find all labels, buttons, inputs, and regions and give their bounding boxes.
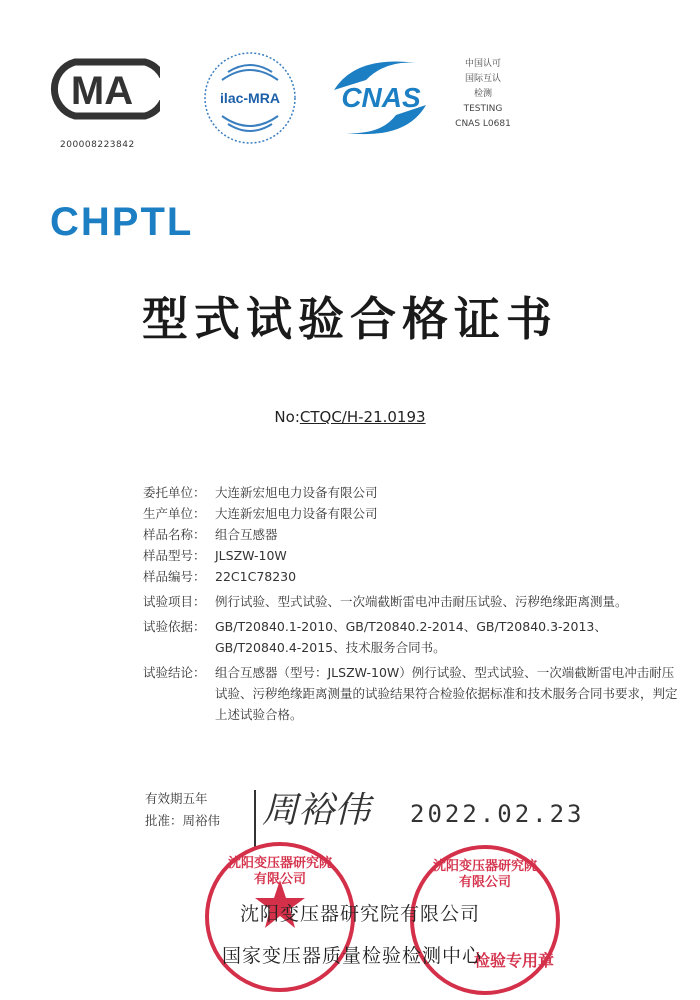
cnas-logo bbox=[326, 55, 436, 144]
field-value: 大连新宏旭电力设备有限公司 bbox=[215, 485, 378, 500]
field-row bbox=[143, 566, 693, 587]
field-label: 生产单位： bbox=[143, 506, 206, 521]
stamp-text: 检验专用章 bbox=[474, 951, 555, 970]
field-value: 例行试验、型式试验、一次端截断雷电冲击耐压试验、污秽绝缘距离测量。 bbox=[215, 594, 628, 609]
brand-logo: CHPTL bbox=[50, 200, 194, 244]
cert-number-value: CTQC/H-21.0193 bbox=[299, 408, 426, 426]
certificate-fields bbox=[143, 482, 693, 725]
approver-name: 周裕伟 bbox=[182, 813, 221, 828]
cnas-accreditation-text bbox=[448, 57, 518, 132]
field-value: 组合互感器（型号：JLSZW-10W）例行试验、型式试验、一次端截断雷电冲击耐压试验、污秽绝缘距离测量的试验结果符合检验依据标准和技术服务合同书要求，判定上述试验合格。 bbox=[215, 665, 678, 722]
field-value: JLSZW-10W bbox=[215, 548, 287, 563]
field-row bbox=[143, 591, 693, 612]
signature-stroke bbox=[254, 790, 256, 850]
issuer-company: 沈阳变压器研究院有限公司 bbox=[240, 903, 481, 925]
field-value: 大连新宏旭电力设备有限公司 bbox=[215, 506, 378, 521]
field-row bbox=[143, 662, 693, 725]
field-row bbox=[143, 616, 693, 658]
cma-logo bbox=[45, 58, 160, 124]
field-label: 样品型号： bbox=[143, 548, 206, 563]
stamp-text: 沈阳变压器研究院有限公司 bbox=[432, 859, 537, 890]
field-label: 试验依据： bbox=[143, 619, 206, 634]
field-label: 样品名称： bbox=[143, 527, 206, 542]
cnas-line: 检测 bbox=[473, 89, 492, 99]
field-label: 样品编号： bbox=[143, 569, 206, 584]
svg-text:MA: MA bbox=[70, 69, 134, 113]
field-label: 试验结论： bbox=[143, 665, 206, 680]
certificate-number bbox=[0, 408, 700, 426]
svg-text:ilac-MRA: ilac-MRA bbox=[220, 90, 280, 106]
field-label: 试验项目： bbox=[143, 594, 206, 609]
validity: 有效期五年 bbox=[145, 791, 208, 806]
approval bbox=[145, 812, 220, 830]
field-value: 组合互感器 bbox=[215, 527, 278, 542]
approval-date: 2022.02.23 bbox=[410, 800, 585, 828]
ilac-mra-logo bbox=[202, 50, 298, 150]
cert-number-label: No: bbox=[274, 408, 300, 426]
cma-logo-icon bbox=[45, 58, 160, 120]
field-row bbox=[143, 524, 693, 545]
cnas-line: TESTING bbox=[463, 104, 503, 114]
cnas-line: CNAS L0681 bbox=[455, 119, 511, 129]
issuer-center: 国家变压器质量检验检测中心 bbox=[222, 945, 483, 967]
field-row bbox=[143, 482, 693, 503]
ilac-globe-icon bbox=[202, 50, 298, 146]
field-value: GB/T20840.1-2010、GB/T20840.2-2014、GB/T20840.3-2013、GB/T20840.4-2015、技术服务合同书。 bbox=[215, 619, 607, 655]
signature: 周裕伟 bbox=[262, 790, 371, 831]
cnas-line: 中国认可 bbox=[464, 59, 501, 69]
page-title: 型式试验合格证书 bbox=[142, 292, 558, 346]
svg-text:CNAS: CNAS bbox=[341, 82, 421, 113]
field-row bbox=[143, 545, 693, 566]
stamp-text: 沈阳变压器研究院有限公司 bbox=[227, 856, 332, 887]
field-value: 22C1C78230 bbox=[215, 569, 297, 584]
approval-label: 批准： bbox=[145, 813, 183, 828]
cnas-swoosh-icon bbox=[326, 55, 436, 140]
cnas-line: 国际互认 bbox=[464, 74, 501, 84]
field-row bbox=[143, 503, 693, 524]
field-label: 委托单位： bbox=[143, 485, 206, 500]
cma-number: 200008223842 bbox=[60, 140, 135, 150]
